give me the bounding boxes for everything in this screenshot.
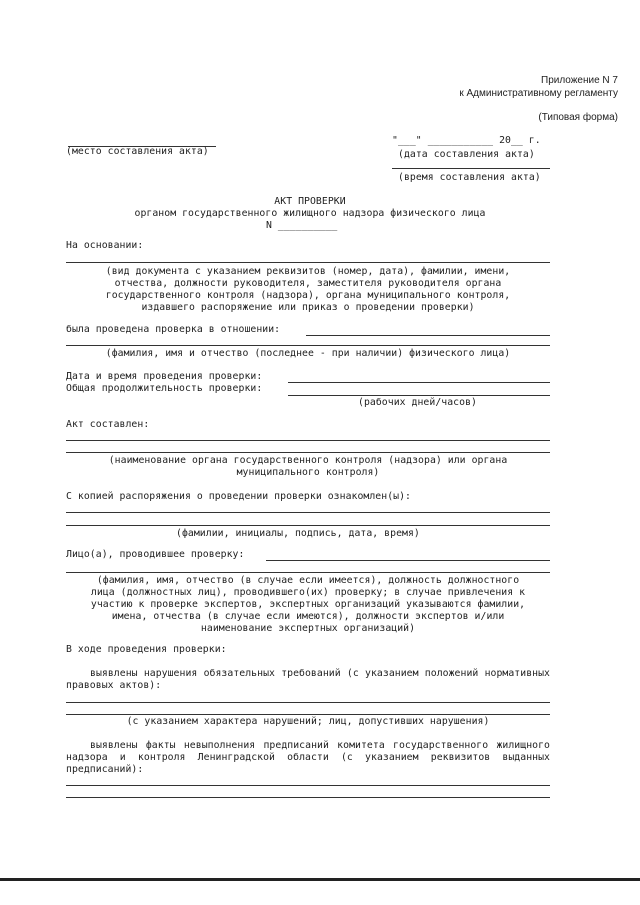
- act-title: АКТ ПРОВЕРКИ: [274, 196, 346, 207]
- inspectors-caption-3: участию к проверке экспертов, экспертных организаций указываются фамилии,: [90, 599, 526, 610]
- inspectors-caption-1: (фамилия, имя, отчество (в случае если имеется), должность должностного: [96, 575, 520, 586]
- date-caption: (дата составления акта): [398, 149, 535, 160]
- composed-line-2[interactable]: [66, 452, 550, 453]
- inspectors-label: Лицо(а), проводившее проверку:: [66, 549, 245, 560]
- basis-line[interactable]: [66, 262, 550, 263]
- nonfulfillment-text: выявлены факты невыполнения предписаний комитета государственного жилищного надзора и контроля Ленинградской области (с указанием реквизитов выданных предписаний):: [66, 740, 550, 775]
- basis-label: На основании:: [66, 240, 144, 251]
- act-number[interactable]: N __________: [266, 220, 338, 231]
- basis-caption-1: (вид документа с указанием реквизитов (номер, дата), фамилии, имени,: [105, 266, 511, 277]
- inspectors-line-2[interactable]: [66, 572, 550, 573]
- composed-caption-2: муниципального контроля): [236, 467, 380, 478]
- violations-line-1[interactable]: [66, 702, 550, 703]
- datetime-label: Дата и время проведения проверки:: [66, 371, 263, 382]
- duration-line[interactable]: [288, 395, 550, 396]
- basis-caption-4: издавшего распоряжение или приказ о проведении проверки): [141, 302, 475, 313]
- time-caption: (время составления акта): [398, 172, 541, 183]
- nonfulfillment-line-1[interactable]: [66, 785, 550, 786]
- basis-caption-2: отчества, должности руководителя, заместителя руководителя органа: [114, 278, 502, 289]
- basis-caption-3: государственного контроля (надзора), органа муниципального контроля,: [105, 290, 511, 301]
- composed-label: Акт составлен:: [66, 419, 150, 430]
- violations-caption: (с указанием характера нарушений; лиц, допустивших нарушения): [126, 716, 490, 727]
- duration-label: Общая продолжительность проверки:: [66, 383, 263, 394]
- form-type: (Типовая форма): [538, 112, 618, 123]
- inspectors-caption-5: наименование экспертных организаций): [200, 623, 416, 634]
- findings-label: В ходе проведения проверки:: [66, 644, 227, 655]
- subject-line-2[interactable]: [66, 345, 550, 346]
- inspectors-caption-4: имена, отчества (в случае если имеются), должности экспертов и/или: [111, 611, 505, 622]
- duration-caption: (рабочих дней/часов): [358, 397, 477, 408]
- regulation-reference: к Административному регламенту: [459, 88, 618, 99]
- place-caption: (место составления акта): [66, 146, 209, 157]
- datetime-line[interactable]: [288, 382, 550, 383]
- appendix-number: Приложение N 7: [541, 75, 618, 86]
- date-field[interactable]: "___" ___________ 20__ г.: [392, 135, 541, 146]
- violations-text: выявлены нарушения обязательных требований (с указанием положений нормативных правовых актов):: [66, 668, 550, 691]
- nonfulfillment-line-2[interactable]: [66, 797, 550, 798]
- subject-line-1[interactable]: [306, 335, 550, 336]
- time-line[interactable]: [392, 168, 550, 169]
- inspectors-line-1[interactable]: [266, 560, 550, 561]
- subject-caption: (фамилия, имя и отчество (последнее - при наличии) физического лица): [105, 348, 511, 359]
- act-subtitle: органом государственного жилищного надзора физического лица: [134, 208, 486, 219]
- inspectors-caption-2: лица (должностных лиц), проводившего(их) проверку; в случае привлечения к: [90, 587, 526, 598]
- copy-caption: (фамилии, инициалы, подпись, дата, время): [176, 528, 420, 539]
- copy-line-2[interactable]: [66, 525, 550, 526]
- composed-caption-1: (наименование органа государственного контроля (надзора) или органа: [108, 455, 508, 466]
- copy-label: С копией распоряжения о проведении проверки ознакомлен(ы):: [66, 491, 411, 502]
- violations-line-2[interactable]: [66, 714, 550, 715]
- copy-line-1[interactable]: [66, 512, 550, 513]
- page-bottom-edge: [0, 878, 640, 881]
- subject-label: была проведена проверка в отношении:: [66, 324, 281, 335]
- composed-line-1[interactable]: [66, 440, 550, 441]
